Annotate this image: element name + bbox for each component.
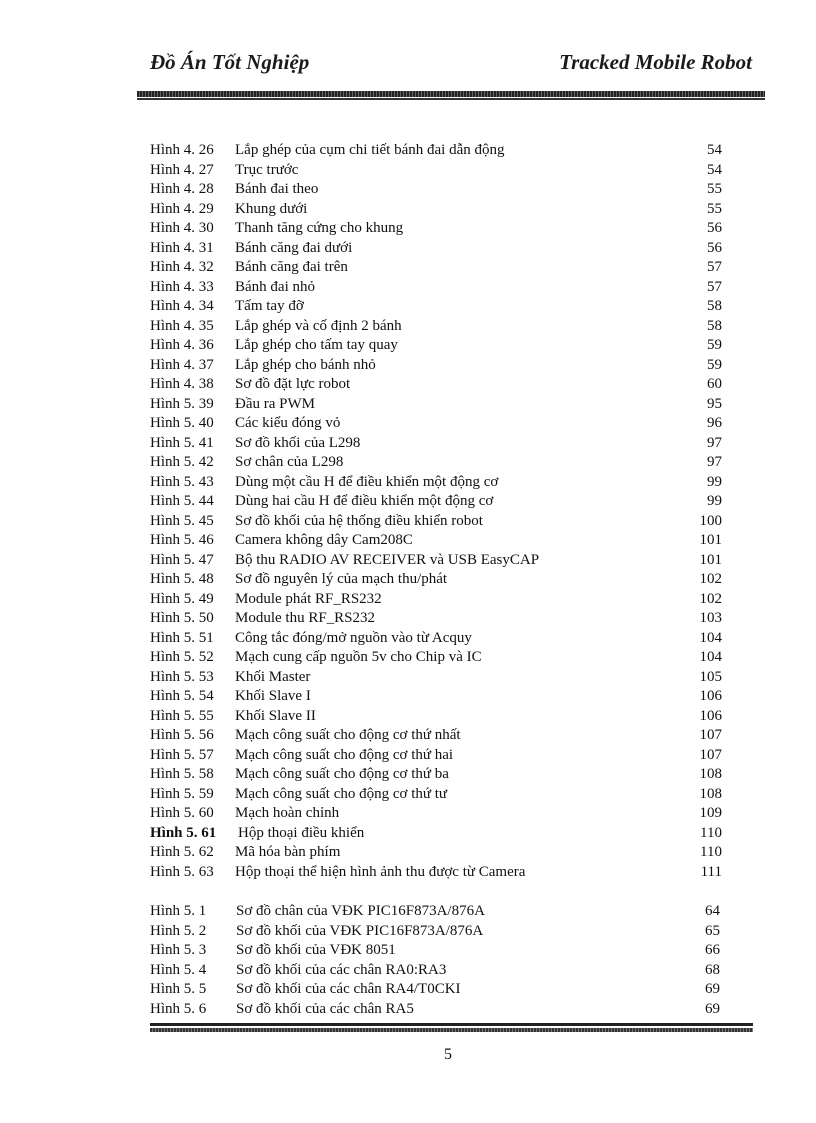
figure-page: 109: [699, 805, 722, 821]
figure-page: 60: [707, 376, 722, 392]
figure-list-row: [150, 258, 722, 278]
figure-list-row: [150, 414, 722, 434]
figure-number: Hình 4. 30: [150, 220, 214, 236]
figure-number: Hình 5. 60: [150, 805, 214, 821]
figure-list-row: [150, 902, 722, 922]
figure-page: 68: [705, 961, 720, 978]
figure-list-row: [150, 278, 722, 298]
figure-page: 55: [707, 200, 722, 217]
figure-title: Mạch công suất cho động cơ thứ ba: [235, 766, 449, 782]
figure-list-row: [150, 922, 722, 942]
figure-page: 102: [699, 590, 722, 607]
figure-list-row: [150, 941, 722, 961]
figure-page: 111: [700, 863, 722, 880]
figure-list-row: [150, 434, 722, 454]
figure-page: 95: [707, 395, 722, 412]
figure-page: 54: [707, 161, 722, 178]
figure-title: Khối Slave I: [235, 688, 311, 704]
figure-list-row: [150, 395, 722, 415]
figure-number: Hình 5. 55: [150, 707, 214, 724]
figure-title: Sơ đồ khối của L298: [235, 434, 361, 451]
figure-page: 104: [699, 629, 722, 646]
figure-title: Lắp ghép và cố định 2 bánh: [235, 317, 402, 334]
figure-title: Khối Slave II: [235, 707, 316, 724]
figure-number: Hình 4. 32: [150, 259, 214, 275]
figure-number: Hình 4. 33: [150, 278, 214, 295]
figure-number: Hình 5. 48: [150, 571, 214, 587]
figure-page: 97: [707, 454, 722, 470]
figure-title: Tấm tay đỡ: [235, 298, 304, 314]
figure-list-extra: [150, 902, 722, 1019]
figure-title: Sơ đồ khối của VĐK PIC16F873A/876A: [236, 922, 484, 939]
figure-list-row: [150, 551, 722, 571]
figure-list-row: [150, 1000, 722, 1020]
figure-page: 99: [707, 473, 722, 490]
figure-title: Công tắc đóng/mở nguồn vào từ Acquy: [235, 629, 472, 646]
figure-title: Sơ đồ nguyên lý của mạch thu/phát: [235, 571, 448, 587]
figure-page: 105: [699, 668, 722, 685]
figure-list-row: [150, 375, 722, 395]
figure-page: 107: [699, 746, 722, 763]
figure-page: 110: [700, 844, 722, 860]
figure-title: Module thu RF_RS232: [235, 610, 376, 626]
figure-number: Hình 5. 57: [150, 746, 214, 763]
figure-list-row: [150, 317, 722, 337]
figure-title: Mạch công suất cho động cơ thứ hai: [235, 746, 454, 763]
figure-page: 58: [707, 317, 722, 334]
figure-page: 64: [705, 903, 720, 919]
figure-list-row: [150, 961, 722, 981]
figure-number: Hình 5. 53: [150, 668, 214, 685]
figure-title: Bộ thu RADIO AV RECEIVER và USB EasyCAP: [235, 551, 540, 568]
figure-page: 59: [707, 337, 722, 353]
figure-list-row: [150, 200, 722, 220]
figure-number: Hình 5. 52: [150, 649, 214, 665]
figure-page: 108: [699, 766, 722, 782]
figure-page: 65: [705, 922, 720, 939]
figure-list-row: [150, 590, 722, 610]
figure-title: Lắp ghép cho bánh nhỏ: [235, 356, 376, 373]
figure-list-row: [150, 648, 722, 668]
figure-page: 104: [699, 649, 722, 665]
figure-page: 57: [707, 259, 722, 275]
figure-number: Hình 5. 61: [150, 824, 217, 841]
figure-list-row: [150, 141, 722, 161]
figure-page: 56: [707, 220, 722, 236]
figure-list-row: [150, 297, 722, 317]
figure-page: 106: [699, 707, 722, 724]
figure-list-row: [150, 453, 722, 473]
figure-number: Hình 5. 3: [150, 942, 207, 958]
figure-list-row: [150, 824, 722, 844]
figure-title: Đầu ra PWM: [235, 395, 315, 412]
figure-list-row: [150, 668, 722, 688]
figure-number: Hình 5. 39: [150, 395, 214, 412]
figure-title: Dùng hai cầu H để điều khiển một động cơ: [235, 493, 494, 509]
figure-title: Bánh đai nhỏ: [235, 278, 315, 295]
figure-number: Hình 5. 56: [150, 727, 214, 743]
figure-number: Hình 5. 59: [150, 785, 214, 802]
figure-number: Hình 4. 28: [150, 181, 214, 197]
figure-number: Hình 5. 1: [150, 903, 207, 919]
header-right-title: Tracked Mobile Robot: [559, 50, 752, 74]
figure-page: 106: [699, 688, 722, 704]
figure-list-row: [150, 746, 722, 766]
figure-page: 110: [700, 824, 722, 841]
figure-number: Hình 4. 34: [150, 298, 214, 314]
figure-title: Bánh căng đai dưới: [235, 239, 353, 256]
figure-list-row: [150, 765, 722, 785]
figure-title: Bánh căng đai trên: [235, 259, 348, 275]
figure-page: 100: [699, 512, 722, 529]
figure-number: Hình 5. 6: [150, 1000, 207, 1017]
figure-list-row: [150, 180, 722, 200]
figure-list-row: [150, 843, 722, 863]
figure-list-row: [150, 980, 722, 1000]
figure-page: 101: [699, 532, 722, 548]
figure-list-row: [150, 161, 722, 181]
figure-page: 97: [707, 434, 722, 451]
figure-list-row: [150, 239, 722, 259]
figure-title: Lắp ghép cho tấm tay quay: [235, 337, 398, 353]
page-number: 5: [444, 1046, 452, 1063]
figure-page: 57: [707, 278, 722, 295]
figure-title: Lắp ghép của cụm chi tiết bánh đai dẫn động: [235, 142, 505, 158]
figure-list-row: [150, 473, 722, 493]
figure-title: Hộp thoại điều khiển: [238, 824, 365, 841]
figure-title: Camera không dây Cam208C: [235, 532, 413, 548]
figure-page: 108: [699, 785, 722, 802]
figure-title: Sơ chân của L298: [235, 454, 344, 470]
figure-page: 56: [707, 239, 722, 256]
figure-number: Hình 5. 51: [150, 629, 214, 646]
figure-title: Sơ đồ khối của các chân RA5: [236, 1000, 414, 1017]
figure-number: Hình 5. 4: [150, 961, 207, 978]
figure-title: Thanh tăng cứng cho khung: [235, 220, 404, 236]
figure-title: Các kiểu đóng vỏ: [235, 415, 341, 431]
figure-number: Hình 4. 35: [150, 317, 214, 334]
figure-list-row: [150, 512, 722, 532]
figure-title: Trục trước: [235, 161, 299, 178]
figure-title: Sơ đồ khối của các chân RA4/T0CKI: [236, 981, 461, 997]
figure-title: Mạch công suất cho động cơ thứ tư: [235, 785, 448, 802]
figure-page: 66: [705, 942, 720, 958]
header-rule-thin: [137, 98, 765, 100]
figure-list-row: [150, 531, 722, 551]
list-gap: [150, 882, 722, 902]
footer-rule: [150, 1023, 753, 1026]
figure-list-row: [150, 863, 722, 883]
figure-number: Hình 4. 29: [150, 200, 214, 217]
figure-number: Hình 4. 31: [150, 239, 214, 256]
figure-number: Hình 5. 54: [150, 688, 214, 704]
figure-title: Dùng một cầu H để điều khiển một động cơ: [235, 473, 499, 490]
figure-page: 69: [705, 981, 720, 997]
figure-number: Hình 5. 63: [150, 863, 214, 880]
figure-list-row: [150, 570, 722, 590]
figure-page: 101: [699, 551, 722, 568]
figure-page: 54: [707, 142, 722, 158]
figure-list-row: [150, 356, 722, 376]
footer-rule-thick: [150, 1028, 753, 1032]
figure-list-row: [150, 687, 722, 707]
header-left-title: Đồ Án Tốt Nghiệp: [150, 50, 310, 74]
figure-number: Hình 5. 49: [150, 590, 214, 607]
figure-number: Hình 4. 37: [150, 356, 214, 373]
figure-number: Hình 5. 62: [150, 844, 214, 860]
figure-title: Mạch công suất cho động cơ thứ nhất: [235, 727, 461, 743]
figure-number: Hình 4. 38: [150, 376, 214, 392]
figure-title: Hộp thoại thể hiện hình ảnh thu được từ Camera: [235, 863, 526, 880]
figure-page: 58: [707, 298, 722, 314]
figure-page: 102: [699, 571, 722, 587]
figure-number: Hình 5. 46: [150, 532, 214, 548]
figure-title: Sơ đồ đặt lực robot: [235, 376, 351, 392]
figure-number: Hình 5. 5: [150, 981, 207, 997]
figure-page: 107: [699, 727, 722, 743]
figure-page: 96: [707, 415, 722, 431]
figure-title: Sơ đồ khối của VĐK 8051: [236, 942, 396, 958]
figure-number: Hình 5. 50: [150, 610, 214, 626]
figure-page: 99: [707, 493, 722, 509]
figure-number: Hình 5. 58: [150, 766, 214, 782]
figure-list-row: [150, 609, 722, 629]
figure-number: Hình 5. 45: [150, 512, 214, 529]
figure-number: Hình 5. 43: [150, 473, 214, 490]
figure-number: Hình 5. 40: [150, 415, 214, 431]
figure-list-row: [150, 804, 722, 824]
figure-list-row: [150, 336, 722, 356]
figure-number: Hình 4. 27: [150, 161, 214, 178]
figure-title: Mã hóa bàn phím: [235, 844, 341, 860]
figure-list: [150, 141, 722, 1019]
figure-page: 55: [707, 181, 722, 197]
figure-list-row: [150, 219, 722, 239]
figure-number: Hình 5. 2: [150, 922, 207, 939]
figure-title: Mạch hoàn chỉnh: [235, 805, 340, 821]
figure-number: Hình 5. 47: [150, 551, 214, 568]
figure-list-row: [150, 492, 722, 512]
figure-page: 103: [699, 610, 722, 626]
figure-list-row: [150, 707, 722, 727]
figure-title: Module phát RF_RS232: [235, 590, 382, 607]
header-rule: [137, 91, 765, 97]
figure-list-row: [150, 629, 722, 649]
figure-title: Bánh đai theo: [235, 181, 319, 197]
figure-title: Sơ đồ khối của các chân RA0:RA3: [236, 961, 447, 978]
figure-title: Sơ đồ khối của hệ thống điều khiển robot: [235, 512, 483, 529]
figure-number: Hình 4. 36: [150, 337, 214, 353]
figure-page: 59: [707, 356, 722, 373]
figure-title: Sơ đồ chân của VĐK PIC16F873A/876A: [236, 903, 485, 919]
figure-title: Khung dưới: [235, 200, 308, 217]
figure-number: Hình 4. 26: [150, 142, 214, 158]
figure-title: Mạch cung cấp nguồn 5v cho Chip và IC: [235, 649, 482, 665]
figure-number: Hình 5. 41: [150, 434, 214, 451]
figure-number: Hình 5. 42: [150, 454, 214, 470]
figure-number: Hình 5. 44: [150, 493, 214, 509]
figure-list-row: [150, 785, 722, 805]
figure-page: 69: [705, 1000, 720, 1017]
figure-title: Khối Master: [235, 668, 311, 685]
figure-list-row: [150, 726, 722, 746]
